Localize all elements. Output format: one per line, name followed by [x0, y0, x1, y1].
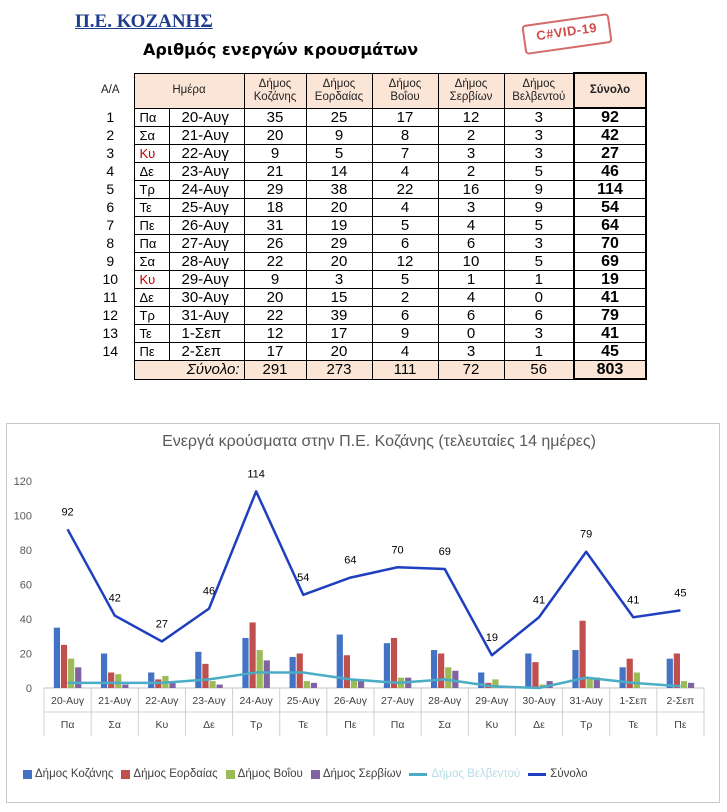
x-subtick-label: Σα: [108, 719, 121, 731]
bar: [304, 681, 310, 688]
row-date: 24-Αυγ: [169, 181, 244, 199]
legend-label: Δήμος Εορδαίας: [133, 768, 218, 780]
x-subtick-label: Πε: [674, 719, 687, 731]
row-value: 18: [244, 199, 306, 217]
row-aa: 8: [106, 235, 115, 251]
row-aa: 10: [102, 271, 119, 287]
row-value: 3: [438, 343, 504, 361]
row-value: 31: [244, 217, 306, 235]
bar: [108, 672, 114, 688]
bar: [681, 681, 687, 688]
x-tick-label: 28-Αυγ: [428, 695, 462, 707]
row-value: 22: [244, 253, 306, 271]
data-label: 114: [247, 468, 265, 481]
x-tick-label: 1-Σεπ: [619, 695, 648, 707]
data-label: 42: [108, 592, 121, 605]
row-value: 4: [438, 217, 504, 235]
x-tick-label: 27-Αυγ: [380, 695, 415, 707]
row-value: 29: [306, 235, 372, 253]
bar: [532, 662, 538, 688]
row-value: 3: [438, 145, 504, 163]
table-row: [87, 343, 646, 361]
x-subtick-label: Κυ: [155, 719, 169, 731]
header-total: Σύνολο: [574, 73, 646, 108]
row-aa: 7: [106, 217, 115, 233]
row-value: 1: [438, 271, 504, 289]
row-value: 19: [306, 217, 372, 235]
row-value: 17: [306, 325, 372, 343]
row-value: 16: [438, 181, 504, 199]
x-subtick-label: Πε: [344, 719, 357, 731]
row-value: 20: [306, 343, 372, 361]
bar: [572, 650, 578, 688]
row-weekday: Τε: [134, 325, 169, 343]
row-weekday: Δε: [134, 163, 169, 181]
data-label: 41: [532, 594, 546, 607]
row-total: 79: [574, 307, 646, 325]
x-tick-label: 2-Σεπ: [666, 695, 695, 707]
x-subtick-label: Πα: [390, 719, 405, 731]
legend-label: Δήμος Κοζάνης: [35, 768, 114, 780]
x-subtick-label: Τρ: [249, 719, 263, 731]
sum-value: 56: [504, 361, 574, 380]
x-subtick-label: Πα: [60, 719, 75, 731]
row-value: 15: [306, 289, 372, 307]
bar: [688, 683, 694, 688]
row-value: 12: [438, 108, 504, 127]
bar: [358, 681, 364, 688]
row-total: 64: [574, 217, 646, 235]
row-value: 5: [306, 145, 372, 163]
row-value: 25: [306, 108, 372, 127]
sum-blank: [87, 361, 134, 380]
data-label: 54: [297, 571, 310, 584]
x-subtick-label: Δε: [203, 719, 215, 731]
bar: [264, 660, 270, 688]
row-value: 7: [372, 145, 438, 163]
row-weekday: Τρ: [134, 307, 169, 325]
table-row: [87, 181, 646, 199]
x-tick-label: 26-Αυγ: [333, 695, 368, 707]
data-label: 41: [627, 594, 640, 607]
x-tick-label: 23-Αυγ: [192, 695, 226, 707]
row-weekday: Κυ: [134, 145, 169, 163]
sum-label: Σύνολο:: [134, 361, 244, 380]
x-tick-label: 30-Αυγ: [522, 695, 556, 707]
sum-value: 273: [306, 361, 372, 380]
bar: [242, 638, 248, 688]
row-aa: 4: [106, 163, 115, 179]
row-value: 1: [504, 343, 574, 361]
row-aa: 12: [102, 307, 119, 323]
row-aa: 11: [102, 289, 118, 305]
table-row: [87, 271, 646, 289]
row-aa: 13: [102, 325, 119, 341]
covid-stamp-text: C#VID-19: [535, 19, 598, 44]
sum-value: 111: [372, 361, 438, 380]
x-tick-label: 24-Αυγ: [239, 695, 273, 707]
row-aa: 1: [106, 108, 115, 125]
row-date: 25-Αυγ: [169, 199, 244, 217]
table-row: [87, 235, 646, 253]
legend-label: Δήμος Βελβεντού: [431, 768, 521, 780]
row-weekday: Πα: [134, 235, 169, 253]
active-cases-table: [87, 72, 647, 380]
row-value: 12: [372, 253, 438, 271]
row-weekday: Τε: [134, 199, 169, 217]
x-tick-label: 20-Αυγ: [50, 695, 85, 707]
bar: [337, 635, 343, 688]
legend-swatch: [121, 770, 130, 779]
row-date: 27-Αυγ: [169, 235, 244, 253]
row-value: 10: [438, 253, 504, 271]
legend-swatch: [409, 773, 427, 776]
y-tick-label: 60: [19, 579, 32, 592]
data-label: 79: [580, 528, 593, 541]
row-value: 9: [306, 127, 372, 145]
grand-total: 803: [574, 361, 646, 380]
header-day: Ημέρα: [134, 73, 244, 108]
row-date: 21-Αυγ: [169, 127, 244, 145]
row-value: 26: [244, 235, 306, 253]
row-total: 42: [574, 127, 646, 145]
table-row: [87, 217, 646, 235]
bar: [257, 650, 263, 688]
row-total: 45: [574, 343, 646, 361]
x-tick-label: 22-Αυγ: [145, 695, 179, 707]
row-value: 0: [504, 289, 574, 307]
y-tick-label: 80: [19, 545, 32, 557]
header-municipality: Δήμος Εορδαίας: [306, 73, 372, 108]
row-value: 3: [504, 127, 574, 145]
row-value: 6: [372, 307, 438, 325]
x-subtick-label: Τρ: [579, 719, 593, 731]
row-total: 19: [574, 271, 646, 289]
active-cases-chart: [7, 424, 719, 802]
table-row: [87, 108, 646, 127]
legend-swatch: [23, 770, 32, 779]
data-label: 92: [61, 506, 74, 519]
row-total: 27: [574, 145, 646, 163]
row-value: 5: [504, 253, 574, 271]
row-value: 29: [244, 181, 306, 199]
table-row: [87, 307, 646, 325]
row-value: 9: [372, 325, 438, 343]
y-tick-label: 100: [13, 510, 32, 523]
bar: [667, 659, 673, 688]
row-aa: 9: [106, 253, 115, 269]
table-row: [87, 199, 646, 217]
bar: [202, 664, 208, 688]
bar: [525, 654, 531, 689]
row-weekday: Σα: [134, 253, 169, 271]
bar: [148, 672, 154, 688]
row-value: 2: [372, 289, 438, 307]
row-value: 2: [438, 163, 504, 181]
y-tick-label: 20: [19, 648, 32, 661]
header-municipality: Δήμος Βοΐου: [372, 73, 438, 108]
bar: [195, 652, 201, 688]
bar: [217, 685, 223, 688]
row-date: 20-Αυγ: [169, 108, 244, 127]
table-row: [87, 289, 646, 307]
y-tick-label: 0: [25, 683, 32, 695]
bar: [634, 672, 640, 688]
row-value: 4: [438, 289, 504, 307]
row-aa: 2: [106, 127, 115, 143]
legend-label: Σύνολο: [550, 768, 588, 780]
x-subtick-label: Σα: [438, 719, 451, 731]
header-aa: Α/Α: [100, 84, 120, 96]
row-value: 1: [504, 271, 574, 289]
x-tick-label: 21-Αυγ: [98, 695, 132, 707]
row-aa: 5: [106, 181, 115, 197]
row-value: 9: [504, 199, 574, 217]
legend-item: [226, 768, 303, 780]
row-total: 54: [574, 199, 646, 217]
row-weekday: Τρ: [134, 181, 169, 199]
header-municipality: Δήμος Κοζάνης: [244, 73, 306, 108]
table-row: [87, 145, 646, 163]
row-value: 22: [244, 307, 306, 325]
row-aa: 3: [106, 145, 115, 161]
table-header-row: [87, 73, 646, 108]
bar: [54, 628, 60, 688]
x-subtick-label: Κυ: [485, 719, 499, 731]
row-aa: 14: [102, 343, 119, 359]
y-tick-label: 40: [19, 614, 32, 626]
legend-item: [121, 768, 217, 780]
x-tick-label: 25-Αυγ: [286, 695, 320, 707]
row-value: 35: [244, 108, 306, 127]
data-label: 19: [485, 632, 498, 645]
row-value: 0: [438, 325, 504, 343]
row-total: 69: [574, 253, 646, 271]
row-date: 28-Αυγ: [169, 253, 244, 271]
bar: [115, 674, 121, 688]
row-total: 70: [574, 235, 646, 253]
legend-swatch: [226, 770, 235, 779]
table-row: [87, 127, 646, 145]
bar: [391, 638, 397, 688]
row-value: 20: [244, 289, 306, 307]
data-label: 46: [202, 585, 216, 598]
legend-item: [23, 768, 113, 780]
row-total: 41: [574, 289, 646, 307]
row-value: 5: [504, 217, 574, 235]
bar: [297, 654, 303, 689]
series-line: [68, 491, 681, 655]
row-weekday: Δε: [134, 289, 169, 307]
chart-title: Ενεργά κρούσματα στην Π.Ε. Κοζάνης (τελευταίες 14 ημέρες): [162, 433, 596, 450]
x-tick-label: 31-Αυγ: [569, 695, 603, 707]
table-row: [87, 163, 646, 181]
row-value: 9: [504, 181, 574, 199]
row-value: 14: [306, 163, 372, 181]
x-subtick-label: Τε: [298, 719, 309, 731]
x-subtick-label: Δε: [533, 719, 545, 731]
data-label: 27: [155, 618, 168, 631]
row-value: 21: [244, 163, 306, 181]
table-sum-row: [87, 361, 646, 380]
row-value: 20: [306, 199, 372, 217]
row-date: 29-Αυγ: [169, 271, 244, 289]
bar: [445, 667, 451, 688]
bar: [169, 683, 175, 688]
row-value: 9: [244, 145, 306, 163]
chart-frame: [6, 423, 720, 803]
data-label: 70: [391, 544, 404, 557]
row-value: 38: [306, 181, 372, 199]
legend-swatch: [311, 770, 320, 779]
row-value: 8: [372, 127, 438, 145]
row-value: 3: [504, 108, 574, 127]
row-value: 17: [244, 343, 306, 361]
row-total: 46: [574, 163, 646, 181]
bar: [344, 655, 350, 688]
row-value: 3: [306, 271, 372, 289]
row-total: 41: [574, 325, 646, 343]
row-value: 17: [372, 108, 438, 127]
row-weekday: Πε: [134, 343, 169, 361]
bar: [311, 683, 317, 688]
x-subtick-label: Τε: [628, 719, 639, 731]
row-value: 22: [372, 181, 438, 199]
chart-legend: [23, 768, 596, 780]
sum-value: 72: [438, 361, 504, 380]
bar: [431, 650, 437, 688]
row-value: 4: [372, 163, 438, 181]
row-value: 6: [504, 307, 574, 325]
legend-item: [409, 768, 520, 780]
row-value: 5: [504, 163, 574, 181]
region-title: Π.Ε. ΚΟΖΑΝΗΣ: [75, 11, 213, 32]
y-tick-label: 120: [13, 476, 32, 488]
header-municipality: Δήμος Βελβεντού: [504, 73, 574, 108]
bar: [75, 667, 81, 688]
row-value: 6: [438, 235, 504, 253]
data-label: 69: [438, 545, 451, 558]
row-date: 26-Αυγ: [169, 217, 244, 235]
header-municipality: Δήμος Σερβίων: [438, 73, 504, 108]
row-total: 92: [574, 108, 646, 127]
row-value: 6: [372, 235, 438, 253]
bar: [122, 685, 128, 688]
table-subtitle: Αριθμός ενεργών κρουσμάτων: [143, 40, 419, 59]
row-date: 22-Αυγ: [169, 145, 244, 163]
bar: [438, 654, 444, 689]
row-value: 3: [504, 145, 574, 163]
sum-value: 291: [244, 361, 306, 380]
row-value: 2: [438, 127, 504, 145]
row-aa: 6: [106, 199, 115, 215]
row-total: 114: [574, 181, 646, 199]
data-label: 64: [344, 554, 357, 567]
row-value: 4: [372, 343, 438, 361]
row-date: 23-Αυγ: [169, 163, 244, 181]
row-date: 31-Αυγ: [169, 307, 244, 325]
row-date: 1-Σεπ: [169, 325, 244, 343]
row-weekday: Σα: [134, 127, 169, 145]
row-value: 3: [504, 325, 574, 343]
row-value: 3: [438, 199, 504, 217]
row-value: 9: [244, 271, 306, 289]
x-tick-label: 29-Αυγ: [475, 695, 509, 707]
covid-stamp-logo: [521, 13, 612, 55]
row-date: 30-Αυγ: [169, 289, 244, 307]
row-value: 12: [244, 325, 306, 343]
row-value: 3: [504, 235, 574, 253]
legend-item: [528, 768, 587, 780]
bar: [209, 681, 215, 688]
legend-item: [311, 768, 402, 780]
bar: [620, 667, 626, 688]
row-value: 5: [372, 271, 438, 289]
legend-label: Δήμος Σερβίων: [322, 768, 402, 780]
table-row: [87, 325, 646, 343]
row-weekday: Κυ: [134, 271, 169, 289]
legend-label: Δήμος Βοΐου: [237, 768, 303, 780]
row-value: 20: [244, 127, 306, 145]
row-date: 2-Σεπ: [169, 343, 244, 361]
row-value: 6: [438, 307, 504, 325]
bar: [249, 622, 255, 688]
row-value: 4: [372, 199, 438, 217]
data-label: 45: [674, 587, 687, 600]
bar: [674, 654, 680, 689]
row-value: 5: [372, 217, 438, 235]
legend-swatch: [528, 773, 546, 776]
row-value: 20: [306, 253, 372, 271]
row-value: 39: [306, 307, 372, 325]
bar: [61, 645, 67, 688]
row-weekday: Πα: [134, 108, 169, 127]
table-row: [87, 253, 646, 271]
row-weekday: Πε: [134, 217, 169, 235]
